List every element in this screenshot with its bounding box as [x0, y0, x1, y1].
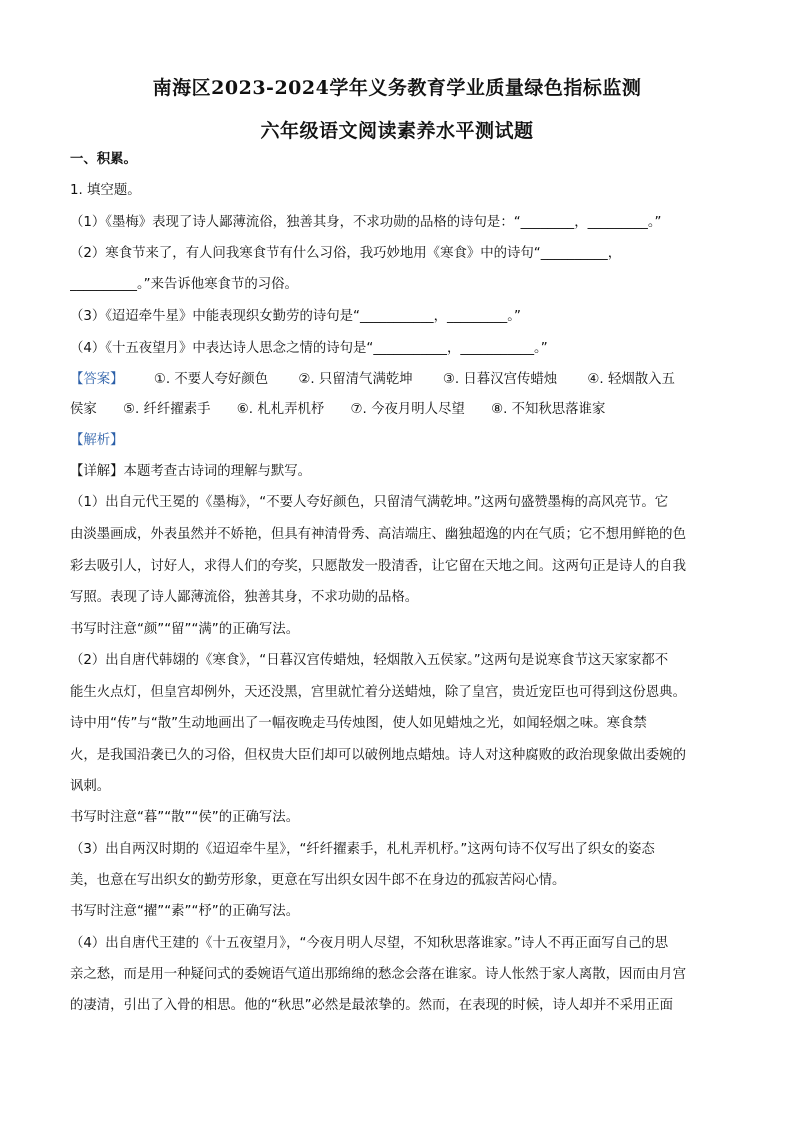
- answer-item: ①. 不要人夸好颜色: [153, 372, 269, 387]
- section-heading: 一、积累。: [70, 152, 137, 167]
- analysis-line: 讽刺。: [70, 779, 111, 794]
- analysis-line: 的凄清，引出了入骨的相思。他的“秋思”必然是最浓挚的。然而，在表现的时候，诗人却并不采用正面: [70, 998, 674, 1013]
- analysis-line: 书写时注意“暮”“散”“侯”的正确写法。: [70, 810, 300, 825]
- question-item: （4）《十五夜望月》中表达诗人思念之情的诗句是“___________，___________。”: [70, 341, 548, 356]
- answer-item: ⑤. 纤纤擢素手: [123, 402, 211, 417]
- question-item: （1）《墨梅》表现了诗人鄙薄流俗，独善其身，不求功勋的品格的诗句是：“________，_________。”: [70, 215, 662, 230]
- analysis-line: 由淡墨画成，外表虽然并不娇艳，但具有神清骨秀、高洁端庄、幽独超逸的内在气质；它不想用鲜艳的色: [70, 527, 686, 542]
- answer-line: [70, 401, 730, 419]
- analysis-line: （1）出自元代王冕的《墨梅》，“不要人夸好颜色，只留清气满乾坤。”这两句盛赞墨梅的高风亮节。它: [70, 495, 669, 510]
- answer-label: 【答案】: [70, 372, 124, 387]
- question-item: （3）《迢迢牵牛星》中能表现织女勤劳的诗句是“___________，_________。”: [70, 309, 521, 324]
- analysis-line: 彩去吸引人，讨好人，求得人们的夸奖，只愿散发一股清香，让它留在天地之间。这两句正是诗人的自我: [70, 559, 686, 574]
- analysis-line: 亲之愁，而是用一种疑问式的委婉语气道出那绵绵的愁念会落在谁家。诗人怅然于家人离散，因而由月宫: [70, 967, 686, 982]
- analysis-line: 能生火点灯，但皇宫却例外，天还没黑，宫里就忙着分送蜡烛，除了皇宫，贵近宠臣也可得到这份恩典。: [70, 685, 686, 700]
- analysis-line: 火，是我国沿袭已久的习俗，但权贵大臣们却可以破例地点蜡烛。诗人对这种腐败的政治现象做出委婉的: [70, 748, 686, 763]
- answer-item: ⑧. 不知秋思落谁家: [491, 402, 606, 417]
- answer-item: ⑥. 札札弄机杼: [236, 402, 325, 417]
- analysis-line: （2）出自唐代韩翃的《寒食》，“日暮汉宫传蜡烛，轻烟散入五侯家。”这两句是说寒食节这天家家都不: [70, 653, 669, 668]
- answer-item: ⑦. 今夜月明人尽望: [350, 402, 465, 417]
- analysis-label: 【解析】: [70, 433, 124, 448]
- analysis-line: （4）出自唐代王建的《十五夜望月》，“今夜月明人尽望，不知秋思落谁家。”诗人不再正面写自己的思: [70, 936, 669, 951]
- analysis-line: 书写时注意“擢”“素”“杼”的正确写法。: [70, 904, 300, 919]
- analysis-line: 美，也意在写出织女的勤劳形象，更意在写出织女因牛郎不在身边的孤寂苦闷心情。: [70, 873, 566, 888]
- question-stem: 1. 填空题。: [70, 183, 141, 198]
- answer-item: ②. 只留清气满乾坤: [298, 372, 413, 387]
- analysis-line: 【详解】本题考查古诗词的理解与默写。: [70, 464, 312, 479]
- analysis-line: 写照。表现了诗人鄙薄流俗，独善其身，不求功勋的品格。: [70, 590, 419, 605]
- document-subtitle: 六年级语文阅读素养水平测试题: [260, 120, 534, 142]
- answer-item: 侯家: [70, 402, 97, 417]
- answer-line: [70, 371, 730, 389]
- answer-item: ④. 轻烟散入五: [587, 372, 675, 387]
- answer-item: ③. 日暮汉宫传蜡烛: [442, 372, 558, 387]
- question-item: （2）寒食节来了，有人问我寒食节有什么习俗，我巧妙地用《寒食》中的诗句“__________，: [70, 246, 622, 261]
- document-title: 南海区2023-2024学年义务教育学业质量绿色指标监测: [152, 77, 642, 99]
- analysis-line: 书写时注意“颜”“留”“满”的正确写法。: [70, 622, 300, 637]
- question-item: __________。”来告诉他寒食节的习俗。: [70, 277, 298, 292]
- analysis-line: （3）出自两汉时期的《迢迢牵牛星》，“纤纤擢素手，札札弄机杼。”这两句诗不仅写出了织女的姿态: [70, 842, 655, 857]
- analysis-line: 诗中用“传”与“散”生动地画出了一幅夜晚走马传烛图，使人如见蜡烛之光，如闻轻烟之味。寒食禁: [70, 716, 647, 731]
